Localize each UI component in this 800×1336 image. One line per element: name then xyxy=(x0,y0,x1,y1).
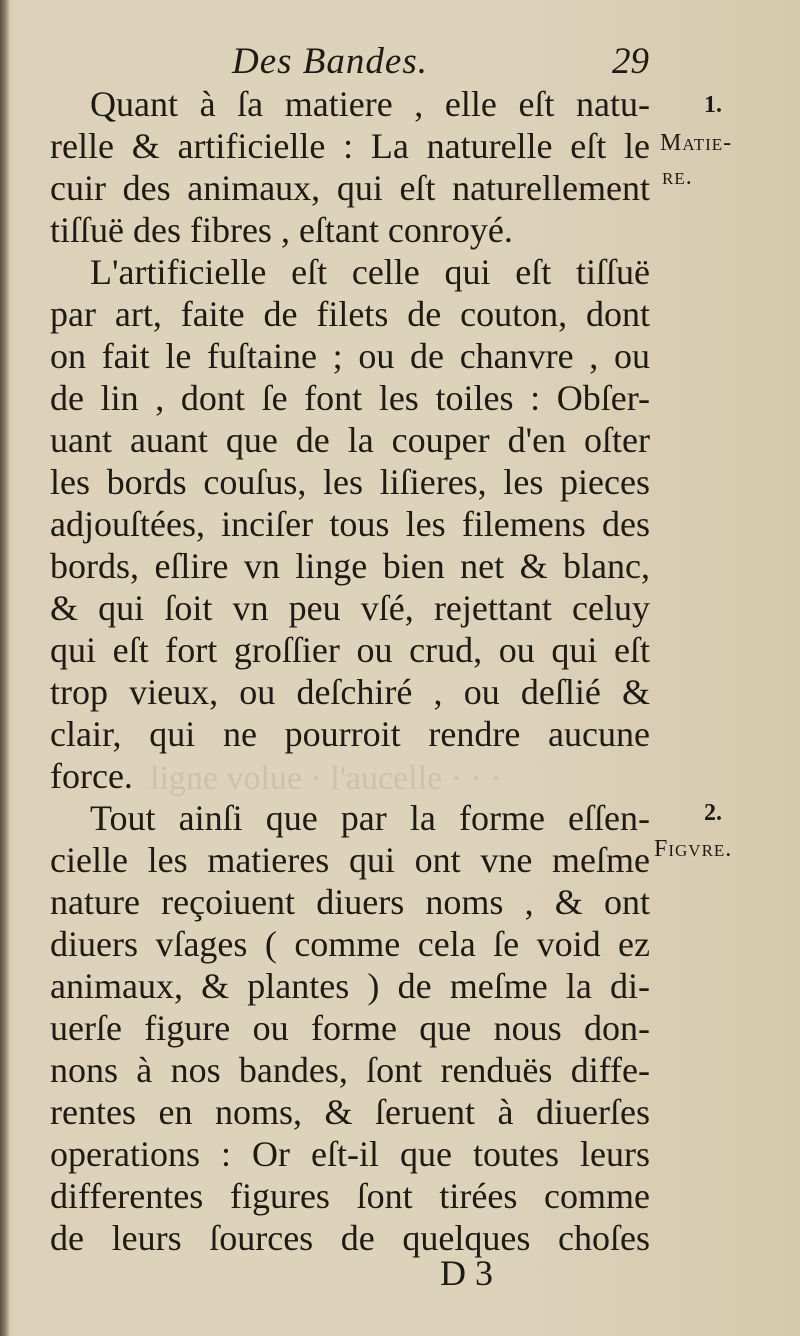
running-title: Des Bandes. xyxy=(232,41,428,82)
signature-mark: D 3 xyxy=(440,1253,493,1293)
text-line: cielle les matieres qui ont vne meſme xyxy=(50,840,650,880)
text-line: uant auant que de la couper d'en oſter xyxy=(50,420,650,460)
margin-note-number: 2. xyxy=(704,800,722,826)
text-line: & qui ſoit vn peu vſé, rejettant celuy xyxy=(50,588,650,628)
text-line: trop vieux, ou deſchiré , ou deſlié & xyxy=(50,672,650,712)
text-line: bords, eſlire vn linge bien net & blanc, xyxy=(50,546,650,586)
text-line: par art, faite de filets de couton, dont xyxy=(50,294,650,334)
text-line: cuir des animaux, qui eſt naturellement xyxy=(50,168,650,208)
body-text xyxy=(50,83,650,1259)
show-through-text: ligne volue · l'aucelle · · · xyxy=(150,760,502,797)
text-line: nature reçoiuent diuers noms , & ont xyxy=(50,882,650,922)
text-line: clair, qui ne pourroit rendre aucune xyxy=(50,714,650,754)
text-line: qui eſt fort groſſier ou crud, ou qui eſt xyxy=(50,630,650,670)
text-line: operations : Or eſt-il que toutes leurs xyxy=(50,1134,650,1174)
text-line: relle & artificielle : La naturelle eſt le xyxy=(50,126,650,166)
text-line: tiſſuë des fibres , eſtant conroyé. xyxy=(50,210,513,250)
page-number: 29 xyxy=(612,41,649,82)
text-line: diuers vſages ( comme cela ſe void ez xyxy=(50,924,650,964)
margin-note-word: re. xyxy=(662,164,693,190)
text-line: differentes figures ſont tirées comme xyxy=(50,1176,650,1216)
text-line: de lin , dont ſe font les toiles : Obſer- xyxy=(50,378,650,418)
text-line: on fait le fuſtaine ; ou de chanvre , ou xyxy=(50,336,650,376)
text-line: adjouſtées, inciſer tous les filemens des xyxy=(50,504,650,544)
text-line: rentes en noms, & ſeruent à diuerſes xyxy=(50,1092,650,1132)
margin-note-word: Figvre. xyxy=(654,836,733,862)
margin-note-number: 1. xyxy=(704,92,722,118)
text-line: Quant à ſa matiere , elle eſt natu- xyxy=(90,84,650,124)
text-line: uerſe figure ou forme que nous don- xyxy=(50,1008,650,1048)
margin-note-word: Matie- xyxy=(660,130,733,156)
page-gutter-shadow xyxy=(0,0,10,1336)
text-line: L'artificielle eſt celle qui eſt tiſſuë xyxy=(90,252,650,292)
text-line: les bords couſus, les liſieres, les pieces xyxy=(50,462,650,502)
text-line: force. xyxy=(50,756,133,796)
text-line: Tout ainſi que par la forme eſſen- xyxy=(90,798,650,838)
text-line: animaux, & plantes ) de meſme la di- xyxy=(50,966,650,1006)
text-line: nons à nos bandes, ſont renduës diffe- xyxy=(50,1050,650,1090)
text-line: de leurs ſources de quelques choſes xyxy=(50,1218,650,1258)
